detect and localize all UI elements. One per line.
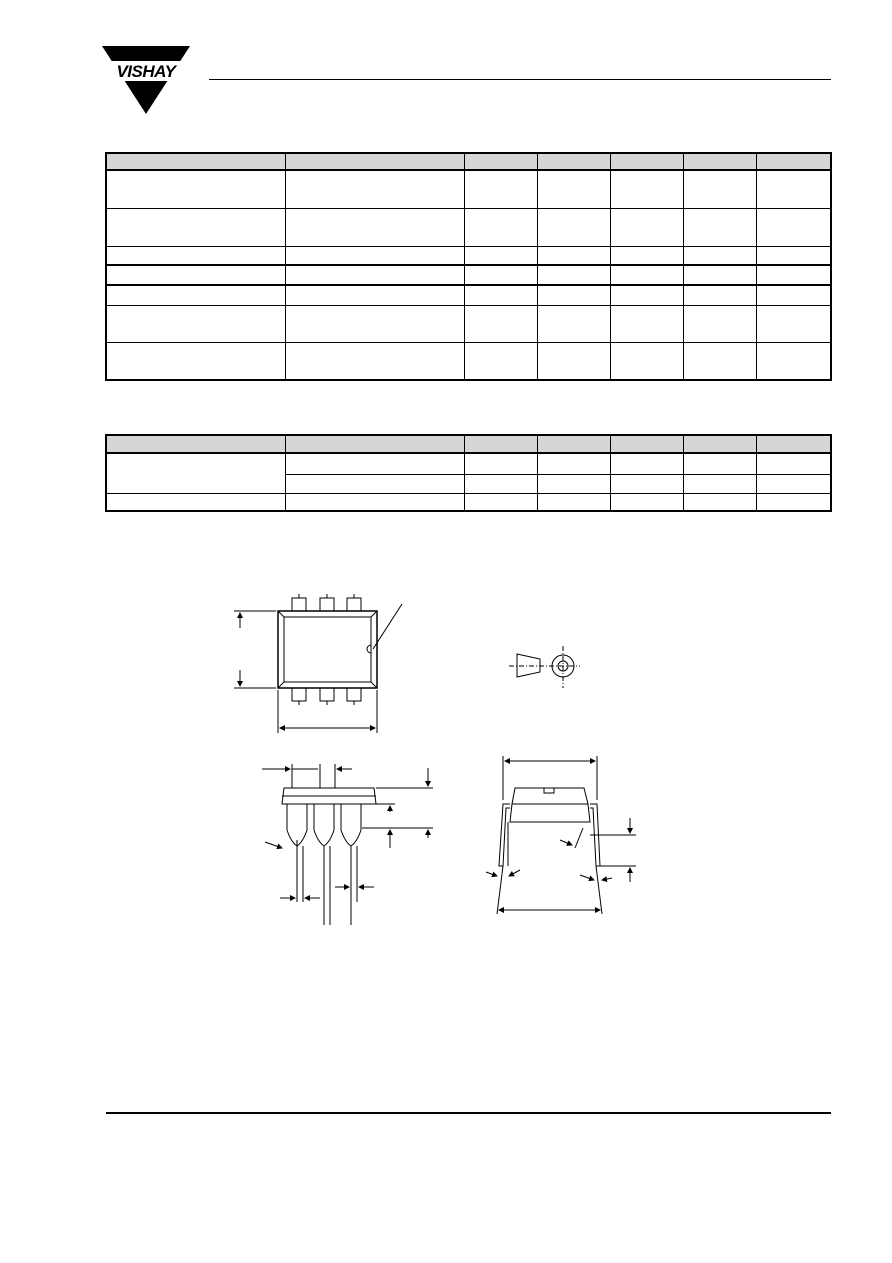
side-view-package [262,764,433,925]
table-cell [285,153,464,170]
table-cell [106,493,285,511]
table-cell [610,153,683,170]
table-cell [537,493,610,511]
table-cell [756,493,831,511]
table-cell [537,170,610,208]
table-cell [683,435,756,453]
table-row [106,285,831,305]
table-cell [464,493,537,511]
table-cell [106,285,285,305]
table-cell [683,265,756,285]
table-row [106,342,831,380]
table-cell [537,265,610,285]
table-row [106,208,831,246]
table-cell [464,246,537,265]
table-cell [464,453,537,474]
table-2 [105,434,832,512]
table-cell [464,342,537,380]
table-cell [285,265,464,285]
table-cell [610,474,683,493]
table-cell [106,246,285,265]
table-cell [464,305,537,342]
table-cell [285,305,464,342]
table-cell [537,342,610,380]
table-cell [106,265,285,285]
table-cell [683,342,756,380]
table-cell [285,342,464,380]
table-row [106,305,831,342]
table-cell [537,453,610,474]
table-cell [106,208,285,246]
table-cell [537,246,610,265]
table-cell [610,208,683,246]
table-cell [683,474,756,493]
table-cell [106,342,285,380]
table-cell [537,474,610,493]
table-cell [537,435,610,453]
table-cell [285,435,464,453]
table-row [106,265,831,285]
table-cell [610,342,683,380]
table-cell [464,435,537,453]
table-cell [537,285,610,305]
table-cell [756,265,831,285]
table-cell [285,493,464,511]
footer-rule [106,1112,831,1114]
table-cell [756,342,831,380]
table-cell [756,208,831,246]
table-cell [683,208,756,246]
table-cell [610,493,683,511]
table-cell [683,453,756,474]
table-cell [610,453,683,474]
table-cell [537,208,610,246]
table-cell [610,170,683,208]
table-1-header-row [106,153,831,170]
table-row [106,453,831,474]
table-cell-merged [106,453,285,493]
table-cell [683,305,756,342]
table-cell [610,305,683,342]
table-cell [285,208,464,246]
table-cell [106,435,285,453]
table-cell [464,208,537,246]
table-cell [285,474,464,493]
logo-text: VISHAY [116,62,176,81]
projection-symbol [509,646,580,688]
table-cell [756,246,831,265]
table-cell [464,285,537,305]
table-cell [285,246,464,265]
table-cell [464,474,537,493]
table-cell [464,265,537,285]
table-cell [464,153,537,170]
table-cell [756,435,831,453]
table-cell [756,453,831,474]
end-view-package [486,756,636,914]
table-cell [106,153,285,170]
package-dimension-drawing [220,580,660,930]
table-cell [756,285,831,305]
table-cell [683,285,756,305]
table-1 [105,152,832,381]
table-cell [756,474,831,493]
table-cell [610,435,683,453]
table-cell [683,246,756,265]
table-cell [683,493,756,511]
table-row [106,246,831,265]
table-cell [285,285,464,305]
table-row [106,493,831,511]
table-cell [756,153,831,170]
table-2-header-row [106,435,831,453]
table-cell [285,170,464,208]
table-cell [683,153,756,170]
table-row [106,170,831,208]
table-cell [106,305,285,342]
vishay-logo [100,42,192,118]
table-cell [106,170,285,208]
table-cell [610,246,683,265]
header-rule [209,79,831,80]
top-view-package [234,594,402,733]
table-cell [756,170,831,208]
table-cell [537,305,610,342]
table-cell [610,285,683,305]
table-cell [683,170,756,208]
table-cell [464,170,537,208]
table-cell [756,305,831,342]
table-cell [537,153,610,170]
table-cell [285,453,464,474]
table-cell [610,265,683,285]
